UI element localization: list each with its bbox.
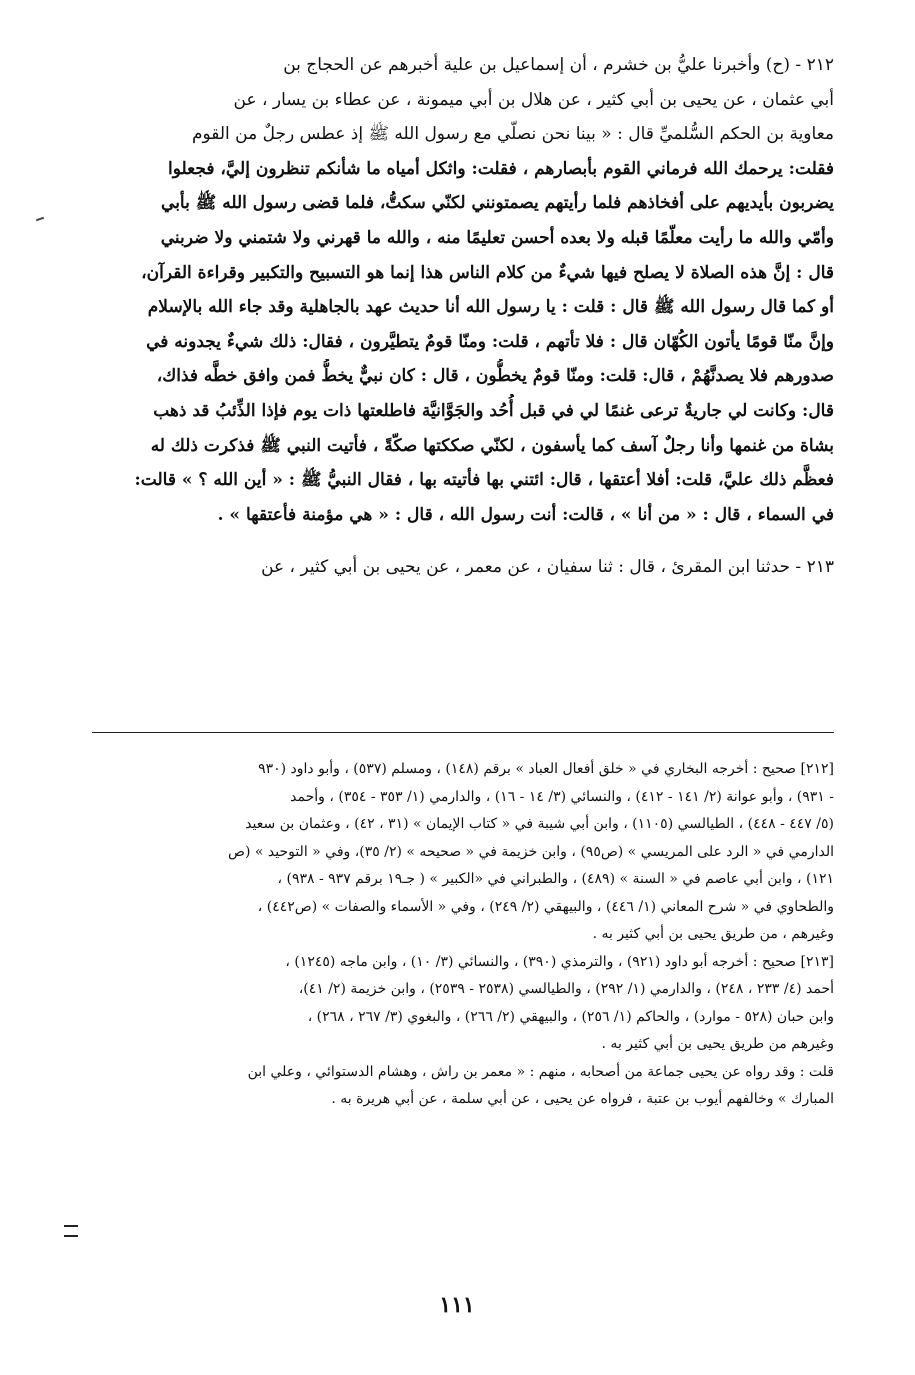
paragraph-gap [92, 532, 834, 550]
footnote-line: - ٩٣١) ، وأبو عوانة (٢/ ١٤١ - ٤١٢) ، والنسائي (٣/ ١٤ - ١٦) ، والدارمي (١/ ٣٥٣ - ٣٥٤) ، وأحمد [290, 788, 834, 805]
margin-equals-mark [64, 1225, 78, 1237]
hadith-212-line-10: صدورهم فلا يصدنَّهُمْ ، قال: قلت: ومنّا قومٌ يخطُّون ، قال : كان نبيٌّ يخطُّ فمن وافق خطَّه فذاك، [156, 366, 834, 387]
hadith-212-line-5: يضربون بأيديهم على أفخاذهم فلما رأيتهم يصمتونني لكنّي سكتُّ، فلما قضى رسول الله ﷺ بأبي [161, 193, 834, 214]
hadith-212-line-6: وأمّي والله ما رأيت معلّمًا قبله ولا بعده أحسن تعليمًا منه ، والله ما قهرني ولا شتمني ولا ضربني [160, 227, 834, 248]
footnote-line: [٢١٣] صحيح : أخرجه أبو داود (٩٢١) ، والترمذي (٣٩٠) ، والنسائي (٣/ ١٠) ، وابن ماجه (١٢٤٥) ، [285, 953, 834, 970]
footnote-line: وغيرهم ، من طريق يحيى بن أبي كثير به . [592, 926, 834, 942]
margin-tick-mark [36, 217, 44, 222]
hadith-212-line-1: ٢١٢ - (ح) وأخبرنا عليُّ بن خشرم ، أن إسماعيل بن علية أخبرهم عن الحجاج بن [283, 55, 834, 75]
footnote-line: والطحاوي في « شرح المعاني (١/ ٤٤٦) ، والبيهقي (٢/ ٢٤٩) ، وفي « الأسماء والصفات » (ص٤٤٢) ، [257, 898, 834, 915]
hadith-212-line-12: بشاة من غنمها وأنا رجلٌ آسف كما يأسفون ، لكنّي صككتها صكّةً ، فأتيت النبي ﷺ فذكرت ذلك له [150, 435, 834, 456]
hadith-212-line-9: وإنَّ منّا قومًا يأتون الكُهّان قال : فلا تأتهم ، قلت: ومنّا قومٌ يتطيَّرون ، فقال: ذلك شيءٌ يجدونه في [146, 331, 834, 352]
footnotes [94, 756, 834, 1114]
footnote-line: المبارك » وخالفهم أيوب بن عتبة ، فرواه عن يحيى ، عن أبي سلمة ، عن أبي هريرة به . [331, 1091, 834, 1107]
footnote-line: الدارمي في « الرد على المريسي » (ص٩٥) ، وابن خزيمة في « صحيحه » (٢/ ٣٥)، وفي « التوحيد » (ص [228, 843, 834, 860]
footnote-line: وغيرهم من طريق يحيى بن أبي كثير به . [601, 1036, 834, 1052]
footnote-divider [92, 732, 834, 733]
hadith-212-line-3: معاوية بن الحكم السُّلميِّ قال : « بينا نحن نصلّي مع رسول الله ﷺ إذ عطس رجلٌ من القوم [191, 124, 834, 145]
footnote-line: ١٢١) ، وابن أبي عاصم في « السنة » (٤٨٩) ، والطبراني في «الكبير » ( جـ١٩ برقم ٩٣٧ - ٩٣٨) ، [277, 871, 834, 887]
hadith-213-line: ٢١٣ - حدثنا ابن المقرئ ، قال : ثنا سفيان ، عن معمر ، عن يحيى بن أبي كثير ، عن [261, 557, 834, 578]
hadith-212-line-13: فعظَّم ذلك عليَّ، قلت: أفلا أعتقها ، قال: ائتني بها فأتيته بها ، فقال النبيُّ ﷺ : « أين الله ؟ » قالت: [134, 470, 834, 491]
main-text [92, 48, 834, 585]
page-number: ١١١ [439, 1292, 475, 1318]
hadith-212-line-7: قال : إنَّ هذه الصلاة لا يصلح فيها شيءٌ من كلام الناس هذا إنما هو التسبيح والتكبير وقراءة القرآن، [141, 262, 834, 283]
footnote-line: (٥/ ٤٤٧ - ٤٤٨) ، الطيالسي (١١٠٥) ، وابن أبي شيبة في « كتاب الإيمان » (٣١ ، ٤٢) ، وعثمان بن سعيد [245, 816, 834, 832]
hadith-212-line-2: أبي عثمان ، عن يحيى بن أبي كثير ، عن هلال بن أبي ميمونة ، عن عطاء بن يسار ، عن [233, 89, 834, 110]
footnote-line: قلت : وقد رواه عن يحيى جماعة من أصحابه ، منهم : « معمر بن راش ، وهشام الدستوائي ، وعلي ابن [247, 1063, 834, 1080]
hadith-212-line-8: أو كما قال رسول الله ﷺ قال : قلت : يا رسول الله أنا حديث عهد بالجاهلية وقد جاء الله بالإسلام [147, 297, 834, 318]
hadith-212-line-11: قال: وكانت لي جاريةٌ ترعى غنمًا لي في قبل أُحُد والجَوَّانيَّة فاطلعتها ذات يوم فإذا الذِّئبُ قد ذهب [153, 400, 834, 421]
footnote-line: أحمد (٤/ ٢٣٣ ، ٢٤٨) ، والدارمي (١/ ٢٩٢) ، والطيالسي (٢٥٣٨ - ٢٥٣٩) ، وابن خزيمة (٢/ ٤١)، [298, 981, 834, 997]
footnote-line: [٢١٢] صحيح : أخرجه البخاري في « خلق أفعال العباد » برقم (١٤٨) ، ومسلم (٥٣٧) ، وأبو داود (٩٣٠ [258, 761, 834, 777]
hadith-212-line-4: فقلت: يرحمك الله فرماني القوم بأبصارهم ، فقلت: واثكل أمياه ما شأنكم تنظرون إليَّ، فجعلوا [168, 158, 834, 179]
footnote-line: وابن حبان (٥٢٨ - موارد) ، والحاكم (١/ ٢٥٦) ، والبيهقي (٢/ ٢٦٦) ، والبغوي (٣/ ٢٦٧ ، ٢٦٨) ، [307, 1008, 834, 1025]
hadith-212-line-14: في السماء ، قال : « من أنا » ، قالت: أنت رسول الله ، قال : « هي مؤمنة فأعتقها » . [217, 504, 834, 525]
